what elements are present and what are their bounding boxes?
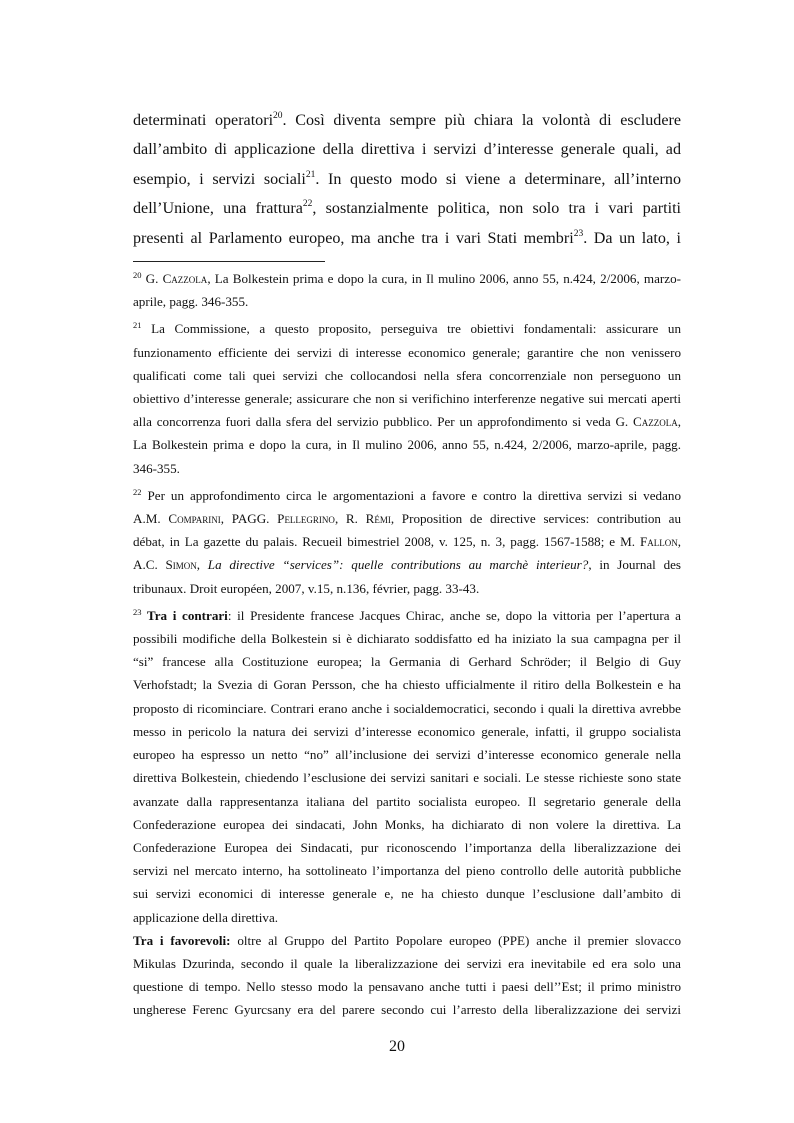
body-line: determinati operatori$^{20}$. Così diventa sempre più chiara la volontà di escludere xyxy=(133,111,681,129)
footnote-22: $^{22}$ Per un approfondimento circa le argomentazioni a favore e contro la direttiva servizi si vedano A.M. Comparini, PAGG. Pellegrino, R. Rémi, Proposition de directive services: contribution au débat, in La gazette du palais. Recueil bimestriel 2008, v. 125, n. 3, pagg. 1567-1588; e M. Fallon, A.C. Simon, La directive “services”: quelle contributions au marchè interieur?, in Journal des tribunaux. Droit européen, 2007, v.15, n.136, février, pagg. 33-43. xyxy=(133,486,682,596)
page-number: 20 xyxy=(389,1038,405,1055)
footnote-21: $^{21}$ La Commissione, a questo proposito, perseguiva tre obiettivi fondamentali: assicurare un funzionamento efficiente dei servizi di interesse economico generale; garantire che non venissero qualificati come tali quei servizi che collocandosi nella sfera concorrenziale non perseguono un obiettivo d’interesse generale; assicurare che non si verifichino interferenze negative sui mercati aperti alla concorrenza fuori dalla sfera del servizio pubblico. Per un approfondimento si veda G. Cazzola, La Bolkestein prima e dopo la cura, in Il mulino 2006, anno 55, n.424, 2/2006, marzo-aprile, pagg. 346-355. xyxy=(133,320,681,476)
footnote-ref[interactable]: 21 xyxy=(305,169,316,180)
body-line: presenti al Parlamento europeo, ma anche tra i vari Stati membri$^{23}$. Da un lato, i xyxy=(133,228,681,247)
footnote-20: $^{20}$ G. Cazzola, La Bolkestein prima e dopo la cura, in Il mulino 2006, anno 55, n.424, 2/2006, marzo- aprile, pagg. 346-355. xyxy=(133,270,681,310)
footnote-ref[interactable]: 23 xyxy=(573,228,584,239)
footnote-ref[interactable]: 20 xyxy=(273,111,283,121)
page-content xyxy=(133,106,681,1026)
footnote-number: 23 xyxy=(133,606,142,617)
footnote-23: $^{23}$ Tra i contrari: il Presidente francese Jacques Chirac, anche se, dopo la vittoria per l’apertura a possibili modifiche della Bolkestein si è dichiarato soddisfatto ed ha iniziato la sua campagna per il “si” francese alla Costituzione europea; la Germania di Gerhard Schröder; il Belgio di Guy Verhofstadt; la Svezia di Goran Persson, che ha chiesto ufficialmente il ritiro della Bolkestein e ha proposto di ricominciare. Contrari erano anche i socialdemocratici, secondo i quali la direttiva avrebbe messo in pericolo la natura dei servizi d’interesse economico generale, infatti, il gruppo socialista europeo ha espresso un netto “no” all’inclusione dei servizi d’interesse economico generale nella direttiva Bolkestein, chiedendo l’esclusione dei servizi sanitari e sociali. Le stesse richieste sono state avanzate dalla rappresentanza italiana del partito socialista europeo. Il segretario generale della Confederazione europea dei sindacati, John Monks, ha dichiarato di non volere la direttiva. La Confederazione Europea dei Sindacati, pur riconoscendo l’importanza della liberalizzazione dei servizi nel mercato interno, ha sottolineato l’importanza del pieno controllo delle autorità pubbliche sui servizi economici di interesse generale e, ne ha chiesto dunque l’esclusione dall’ambito di applicazione della direttiva. Tra i favorevoli: oltre al Gruppo del Partito Popolare europeo (PPE) anche il premier slovacco Mikulas Dzurinda, secondo il quale la liberalizzazione dei servizi era inevitabile ed era solo una questione di tempo. Nello stesso modo la pensavano anche tutti i paesi dell’’Est; il primo ministro ungherese Ferenc Gyurcsany era del parere secondo cui l’arresto della liberalizzazione dei servizi xyxy=(133,606,682,1018)
body-line: dall’ambito di applicazione della direttiva i servizi d’interesse generale quali, ad xyxy=(133,141,681,159)
footnote-ref[interactable]: 22 xyxy=(302,199,313,210)
footnote-separator xyxy=(133,261,325,262)
footnote-number: 20 xyxy=(133,270,142,281)
body-line: dell’Unione, una frattura$^{22}$, sostanzialmente politica, non solo tra i vari partiti xyxy=(133,199,682,218)
footnote-number: 22 xyxy=(133,486,142,497)
body-line: esempio, i servizi sociali$^{21}$. In questo modo si viene a determinare, all’interno xyxy=(133,169,681,188)
body-paragraph xyxy=(133,106,681,253)
footnote-number: 21 xyxy=(133,320,142,331)
